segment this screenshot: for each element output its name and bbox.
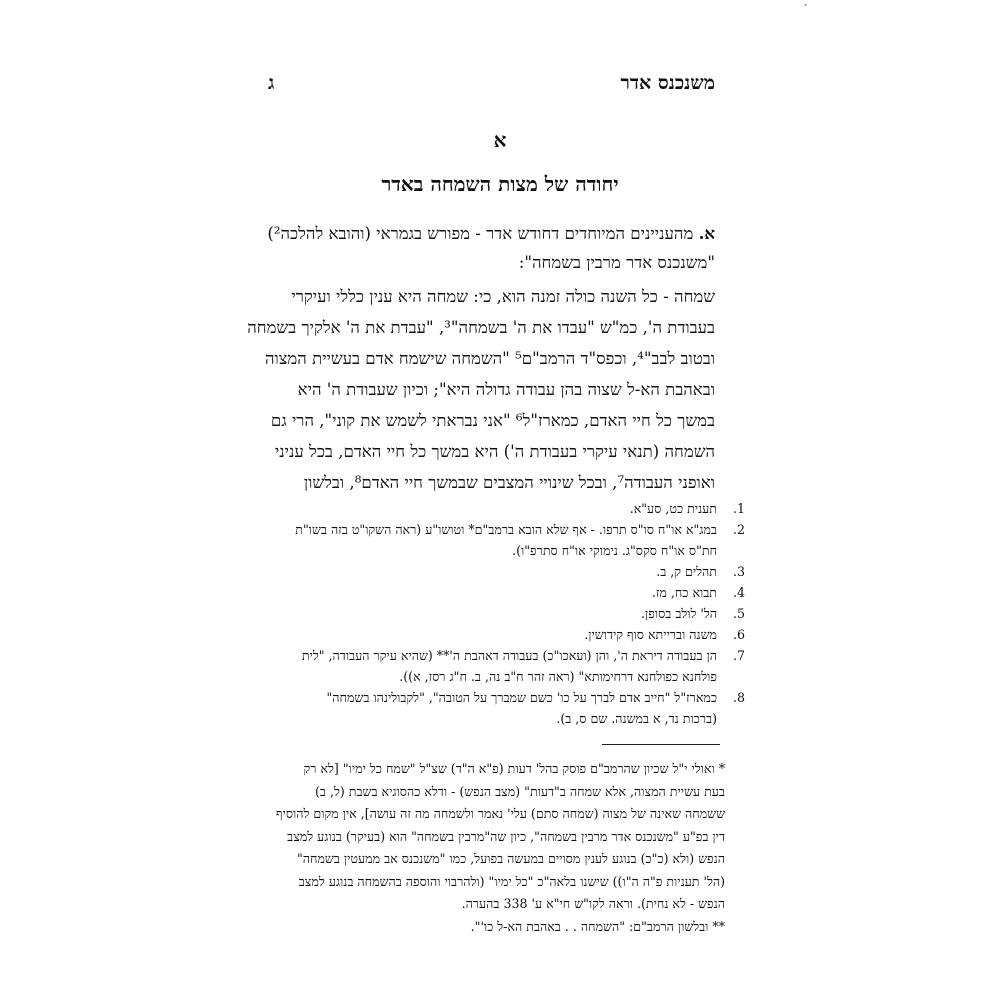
footnote-text [280,498,717,519]
paragraph-lead-letter: א. [698,223,715,243]
footnote-line: הן בעבודה דיראת ה', והן (ועאכו"כ) בעבודה דאהבת ה'** (שהיא עיקר העבודה, "לית [301,648,717,663]
footnote-number: 1. [732,501,745,516]
footnote-line: במג"א או"ח סו"ס תרפו. - אף שלא הובא ברמב"ם* וטושו"ע (ראה השקו"ט בזה בשו"ת [295,522,717,537]
running-head-title: משנכנס אדר [620,71,715,94]
footnote-line: (ברכות נד, א במשנה. שם ס, ב). [556,711,717,726]
footnote-line: משנה וברייתא סוף קידושין. [584,627,717,642]
scan-edge-mark: ׳ [803,0,808,13]
footnote-number: 3. [732,564,745,579]
footnote-line: כמארז"ל "חייב אדם לברך על כו' כשם שמברך על הטובה", "לקבולינהו בשמחה" [326,690,717,705]
paragraph-intro-text: מהעניינים המיוחדים דחודש אדר - מפורש בגמראי (והובא להלכה²) [267,224,694,243]
footnote-text [280,624,717,645]
asterisk-note-line: ששמחה שאינה של מצוה (שמחה סתם) עלי' נאמר ולשמחה מה זה עושה], אין מקום להוסיף [276,806,725,821]
paragraph-main-line: במשך כל חיי האדם, כמארז"ל⁶ "אני נבראתי לשמש את קוני", הרי גם [270,411,715,430]
footnote-line: פולחנא כפולחנא דרחימותא" (ראה זהר ח"ב נה, ב. ח"ג רסז, א)). [399,669,717,684]
footnote-number: 2. [732,522,745,537]
footnote-number: 7. [732,648,745,663]
footnote-text [280,687,717,729]
footnote-text [280,645,717,687]
running-head [268,68,715,98]
page-letter: ג [268,71,275,94]
footnote-number: 8. [732,690,745,705]
section-title: יחודה של מצות השמחה באדר [381,172,619,196]
paragraph-intro-line [267,219,715,248]
footnote-text [280,603,717,624]
paragraph-main-line: ובאהבת הא-ל שצוה בהן עבודה גדולה היא"; וכיון שעבודת ה' היא [297,380,715,399]
footnote-number: 5. [732,606,745,621]
footnote-item [280,582,745,603]
paragraph-main-line: ואופני העבודה⁷, ובכל שינויי המצבים שבמשך חיי האדם⁸, ובלשון [303,473,715,492]
asterisk-note-line: דין בפ"ע "משנכנס אדר מרבין בשמחה", כיון שה"מרבין בשמחה" הוא (בעיקר) בנוגע למצב [287,828,725,844]
footnote-line: תהלים ק, ב. [656,564,717,579]
section-letter: א [493,128,507,152]
paragraph-main-line: השמחה (תנאי עיקרי בעבודת ה') היא במשך כל חיי האדם, בכל עניני [274,442,715,461]
footnote-item [280,603,745,624]
paragraph-main-line: שמחה - כל השנה כולה זמנה הוא, כי: שמחה היא ענין כללי ועיקרי [291,287,715,306]
paragraph-main [247,281,715,498]
paragraph-intro [267,219,715,277]
footnote-text [280,561,717,582]
footnote-text [280,582,717,603]
footnotes-list [280,498,745,729]
footnote-item [280,561,745,582]
asterisk-note-line: * ואולי י"ל שכיון שהרמב"ם פוסק בהל' דעות (פ"א ה"ד) שצ"ל "שמח כל ימיו" [לא רק [303,761,725,776]
paragraph-main-line: ובטוב לבב"⁴, וכפס"ד הרמב"ם⁵ "השמחה שישמח אדם בעשיית המצוה [264,349,715,368]
footnote-text [280,519,717,561]
asterisk-note-line: הנפש - לא נחית). וראה לקו"ש חי"א ע' 338 בהערה. [461,896,725,911]
footnote-number: 6. [732,627,745,642]
footnote-line: תענית כט, סע"א. [629,501,717,516]
footnote-item [280,624,745,645]
asterisk-note-line: ** ובלשון הרמב"ם: "השמחה . . באהבת הא-ל כו'". [470,918,725,934]
asterisk-notes [276,758,725,938]
footnote-line: הל' לולב בסופן. [641,606,717,621]
paragraph-intro-line: "משנכנס אדר מרבין בשמחה": [518,253,715,272]
footnote-number: 4. [732,585,745,600]
footnote-item [280,498,745,519]
paragraph-main-line: בעבודת ה', כמ"ש "עבדו את ה' בשמחה"³, "עבדת את ה' אלקיך בשמחה [247,318,715,337]
footnote-item [280,687,745,729]
asterisk-note-line: בעת עשיית המצוה, אלא שמחה ב"דעות" (מצב הנפש) - ודלא כהסוגיא בשבת (ל, ב) [315,783,725,799]
footnote-line: תבוא כח, מז. [651,585,717,600]
footnote-item [280,519,745,561]
footnote-line: חת"ס או"ח סקס"ג. נימוקי או"ח סתרפ"ו). [512,543,717,558]
notes-divider [602,744,720,745]
asterisk-note-line: (הל' תעניות פ"ה ה"ו)) שישנו בלאה"כ "כל ימיו" (ולהרבוי והוספה בהשמחה בנוגע למצב [298,873,725,889]
asterisk-note-line: הנפש (ולא (כ"כ) בנוגע לענין מסויים במעשה בפועל, כמו "משנכנס אב ממעטין בשמחה" [296,851,725,866]
footnote-item [280,645,745,687]
